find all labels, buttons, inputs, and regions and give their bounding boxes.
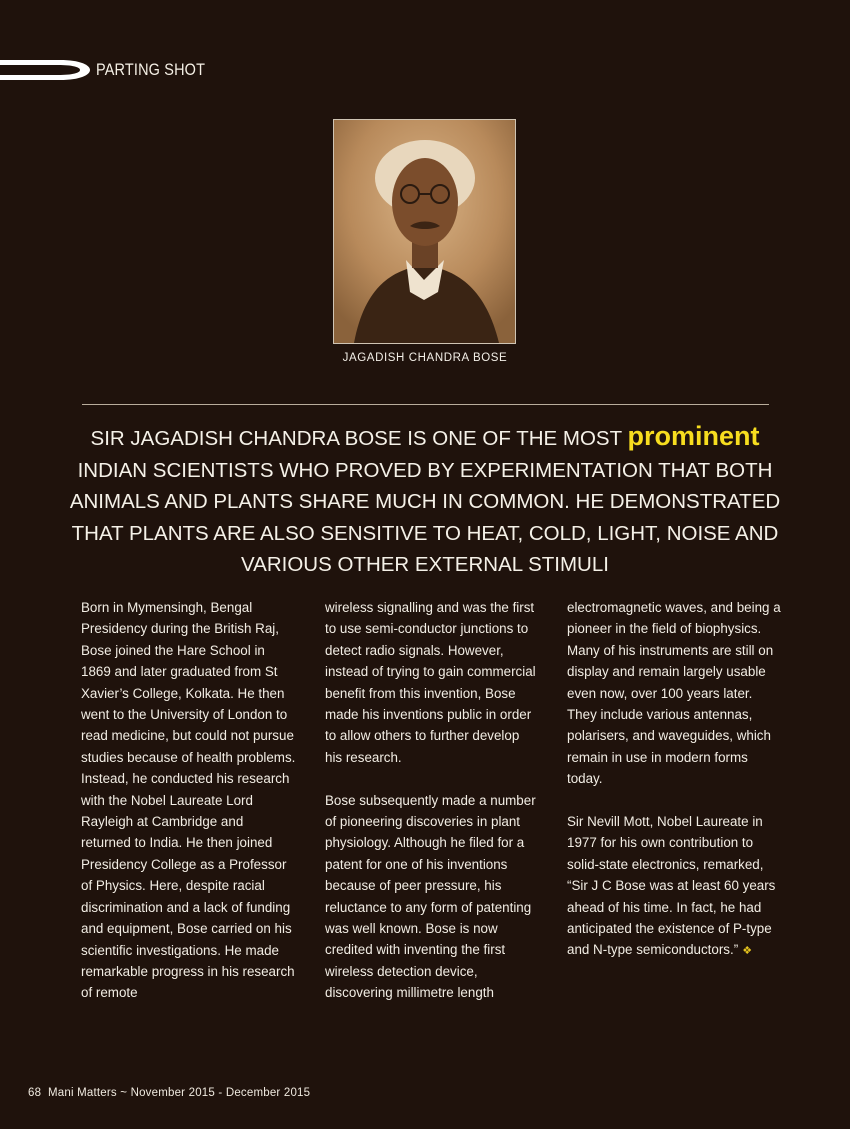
body-column-2	[325, 597, 540, 1004]
pull-quote	[62, 421, 788, 581]
body-column-3	[567, 597, 782, 963]
section-label: PARTING SHOT	[96, 60, 206, 79]
page-footer	[28, 1087, 310, 1099]
portrait-photo	[334, 120, 515, 343]
end-mark-icon: ❖	[742, 945, 753, 958]
body-paragraph: Bose subsequently made a number of pioneering discoveries in plant physiology. Although he filed for a patent for one of his inventions because of peer pressure, his reluctance to any form of patenting was well known. Bose is now credited with inventing the first wireless detection device, discovering millimetre length	[325, 792, 536, 1001]
page-number: 68	[28, 1087, 42, 1099]
section-tab-swoosh	[0, 57, 90, 83]
publication-info: Mani Matters ~ November 2015 - December 2015	[48, 1087, 311, 1099]
pull-quote-highlight: prominent	[627, 421, 760, 451]
pull-quote-after: INDIAN SCIENTISTS WHO PROVED BY EXPERIMENTATION THAT BOTH ANIMALS AND PLANTS SHARE MUCH IN COMMON. HE DEMONSTRATED THAT PLANTS ARE ALSO SENSITIVE TO HEAT, COLD, LIGHT, NOISE AND VARIOUS OTHER EXTERNAL STIMULI	[69, 458, 781, 577]
body-column-1	[81, 597, 296, 1004]
portrait-image	[333, 119, 516, 344]
body-paragraph: wireless signalling and was the first to use semi-conductor junctions to detect radio signals. However, instead of trying to gain commercial benefit from this invention, Bose made his inventions public in order to allow others to further develop his research.	[325, 600, 536, 765]
portrait-caption: JAGADISH CHANDRA BOSE	[342, 352, 508, 364]
divider-line	[82, 404, 769, 405]
body-paragraph-text: Sir Nevill Mott, Nobel Laureate in 1977 for his own contribution to solid-state electronics, remarked, “Sir J C Bose was at least 60 years ahead of his time. In fact, he had anticipated the existence of P-type and N-type semiconductors.”	[567, 814, 776, 958]
body-paragraph: electromagnetic waves, and being a pioneer in the field of biophysics. Many of his instruments are still on display and remain largely usable even now, over 100 years later. They include various antennas, polarisers, and waveguides, which remain in use in modern forms today.	[567, 600, 781, 787]
pull-quote-before: SIR JAGADISH CHANDRA BOSE IS ONE OF THE MOST	[90, 427, 628, 450]
body-paragraph-final	[567, 811, 782, 963]
body-paragraph: Born in Mymensingh, Bengal Presidency during the British Raj, Bose joined the Hare School in 1869 and later graduated from St Xavier’s College, Kolkata. He then went to the University of London to read medicine, but could not pursue studies because of health problems. Instead, he conducted his research with the Nobel Laureate Lord Rayleigh at Cambridge and returned to India. He then joined Presidency College as a Professor of Physics. Here, despite racial discrimination and a lack of funding and equipment, Bose carried on his scientific investigations. He made remarkable progress in his research of remote	[81, 600, 296, 1001]
